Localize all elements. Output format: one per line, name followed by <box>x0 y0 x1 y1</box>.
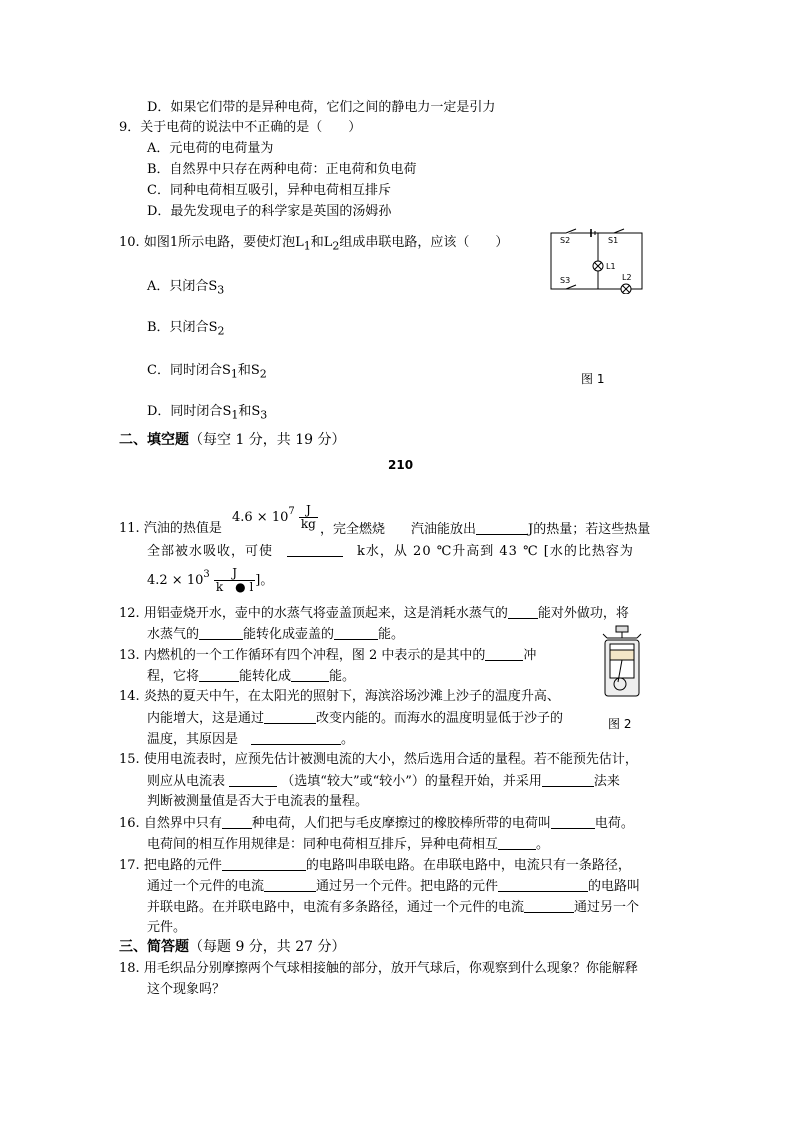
q10-option-a: A．只闭合$S_3$ <box>147 279 225 297</box>
q13-blank-3[interactable] <box>291 667 329 682</box>
q14-line2: 内能增大，这是通过 改变内能的。而海水的温度明显低于沙子的 <box>147 711 564 726</box>
q17-line2: 通过一个元件的电流 通过另一个元件。把电路的元件 的电路叫 <box>147 879 641 894</box>
q17-blank-1[interactable] <box>222 856 306 871</box>
q15-blank-2[interactable] <box>542 772 594 787</box>
circuit-label-l2: L2 <box>622 273 632 282</box>
q14-line1: 14. 炎热的夏天中午，在太阳光的照射下，海滨浴场沙滩上沙子的温度升高、 <box>119 689 560 704</box>
q8-option-d: D．如果它们带的是异种电荷，它们之间的静电力一定是引力 <box>147 100 496 115</box>
circuit-label-s1: S1 <box>608 236 619 245</box>
q12-line2: 水蒸气的 能转化成壶盖的 能。 <box>147 627 405 642</box>
figure-1-caption: 图 1 <box>581 372 605 386</box>
q17-line4: 元件。 <box>147 920 187 935</box>
q17-line3: 并联电路。在并联电路中，电流有多条路径，通过一个元件的电流 通过另一个 <box>147 900 640 915</box>
q17-blank-4[interactable] <box>524 898 574 913</box>
q14-line3: 温度，其原因是 。 <box>147 732 355 747</box>
circuit-label-l1: L1 <box>606 262 616 271</box>
stray-number: 210 <box>388 458 414 472</box>
q9-option-b: B．自然界中只存在两种电荷：正电荷和负电荷 <box>147 162 417 177</box>
q16-line1: 16. 自然界中只有 种电荷，人们把与毛皮摩擦过的橡胶棒所带的电荷叫 电荷。 <box>119 816 634 831</box>
q16-line2: 电荷间的相互作用规律是：同种电荷相互排斥，异种电荷相互 。 <box>147 837 550 852</box>
q11-line3: $4.2 \times 10^3$ $\frac{J}{k ● l}$ ]。 <box>147 566 274 594</box>
q10-option-c: C．同时闭合$S_1$和$S_2$ <box>147 363 267 381</box>
q10-stem <box>119 234 508 256</box>
figure-2-caption: 图 2 <box>608 717 632 731</box>
section-2-heading: 二、填空题（每空 1 分，共 19 分） <box>119 432 346 448</box>
q10-l1: $L_1$ <box>295 235 311 253</box>
q10-option-b: B．只闭合$S_2$ <box>147 320 225 338</box>
q12-blank-1[interactable] <box>508 604 538 619</box>
q9-option-a: A．元电荷的电荷量为 <box>147 141 274 156</box>
q12-line1: 12. 用铝壶烧开水，壶中的水蒸气将壶盖顶起来，这是消耗水蒸气的 能对外做功，将 <box>119 606 629 621</box>
q11-line1-b: ，完全燃烧 汽油能放出 J的热量；若这些热量 <box>320 522 651 537</box>
q11-blank-1[interactable] <box>476 520 528 535</box>
q10-stem-text-b: 组成串联电路，应该（ ） <box>339 235 509 250</box>
q13-blank-1[interactable] <box>485 646 523 661</box>
q10-and: 和 <box>310 235 324 250</box>
q16-blank-2[interactable] <box>551 814 595 829</box>
q9-option-d: D．最先发现电子的科学家是英国的汤姆孙 <box>147 204 392 219</box>
engine-diagram-figure-2 <box>599 624 645 704</box>
q11-line1: 11. 汽油的热值是 <box>119 521 222 536</box>
q11-line2: 全部被水吸收，可使 k水，从 20 ℃升高到 43 ℃ [水的比热容为 <box>147 544 634 559</box>
circuit-label-s2: S2 <box>560 236 571 245</box>
q10-option-d: D．同时闭合$S_1$和$S_3$ <box>147 404 268 422</box>
q9-stem: 9．关于电荷的说法中不正确的是（ ） <box>119 120 362 135</box>
q10-stem-text-a: 如图1所示电路，要使灯泡 <box>143 235 296 250</box>
q10-l2: $L_2$ <box>323 235 340 253</box>
q15-line3: 判断被测量值是否大于电流表的量程。 <box>147 794 369 809</box>
q18-line1: 18. 用毛织品分别摩擦两个气球相接触的部分，放开气球后，你观察到什么现象？你能解释 <box>119 961 638 976</box>
q12-blank-3[interactable] <box>334 625 378 640</box>
q9-option-c: C．同种电荷相互吸引，异种电荷相互排斥 <box>147 183 391 198</box>
q15-line2: 则应从电流表 （选填“较大”或“较小”）的量程开始，并采用 法来 <box>147 774 620 789</box>
q13-line2: 程，它将 能转化成 能。 <box>147 669 356 684</box>
q14-blank-2[interactable] <box>251 730 341 745</box>
q11-heat-value: $4.6 \times 10^7$ $\frac{J}{kg}$ <box>232 503 316 531</box>
q16-blank-3[interactable] <box>498 835 536 850</box>
q11-blank-2[interactable] <box>287 542 343 557</box>
q17-blank-2[interactable] <box>264 877 316 892</box>
circuit-diagram-figure-1 <box>546 228 646 294</box>
q10-number: 10. <box>119 235 140 250</box>
q14-blank-1[interactable] <box>264 709 316 724</box>
q17-blank-3[interactable] <box>498 877 588 892</box>
q15-blank-1[interactable] <box>229 772 277 787</box>
q12-blank-2[interactable] <box>199 625 243 640</box>
section-3-heading: 三、简答题（每题 9 分，共 27 分） <box>119 939 346 955</box>
circuit-label-s3: S3 <box>560 276 571 285</box>
q15-line1: 15. 使用电流表时，应预先估计被测电流的大小，然后选用合适的量程。若不能预先估计， <box>119 752 638 767</box>
q13-blank-2[interactable] <box>199 667 239 682</box>
q13-line1: 13. 内燃机的一个工作循环有四个冲程，图 2 中表示的是其中的 冲 <box>119 648 537 663</box>
q16-blank-1[interactable] <box>222 814 252 829</box>
q18-line2: 这个现象吗？ <box>147 982 226 997</box>
q17-line1: 17. 把电路的元件 的电路叫串联电路。在串联电路中，电流只有一条路径， <box>119 858 631 873</box>
